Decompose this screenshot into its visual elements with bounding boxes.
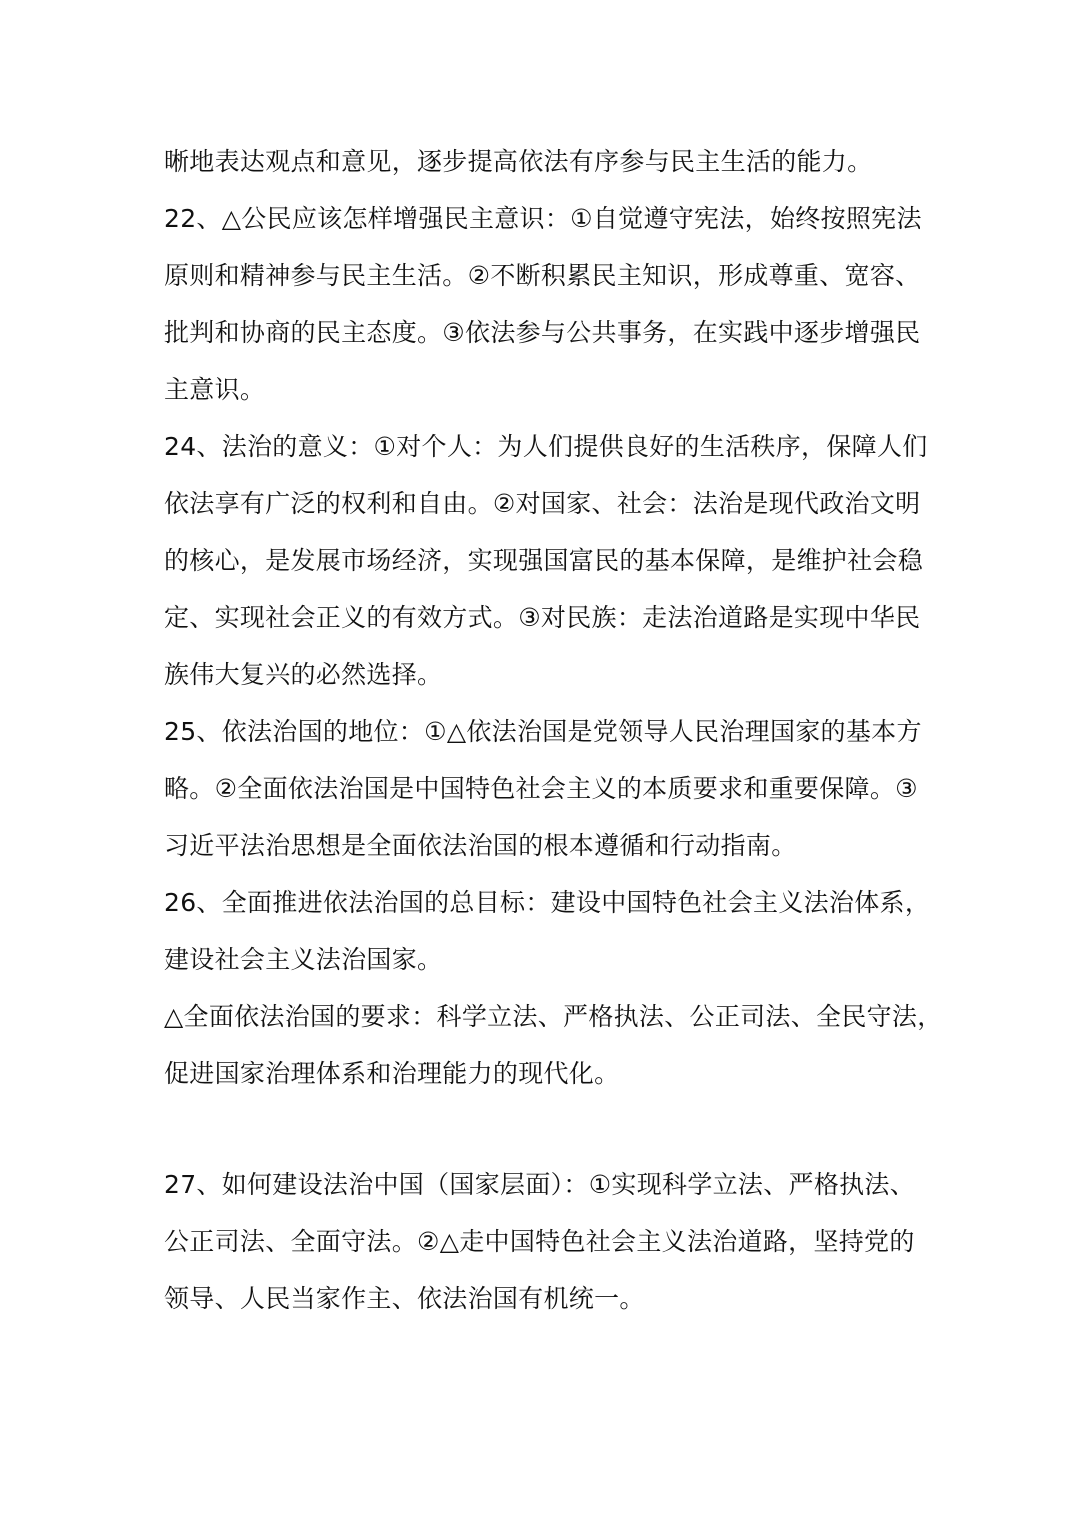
text-line: 批判和协商的民主态度。③依法参与公共事务，在实践中逐步增强民 — [164, 318, 921, 347]
text-line: 促进国家治理体系和治理能力的现代化。 — [164, 1059, 620, 1088]
text-line: 24、法治的意义：①对个人：为人们提供良好的生活秩序，保障人们 — [164, 432, 928, 461]
paragraph-requirements — [164, 988, 943, 1102]
text-line: 原则和精神参与民主生活。②不断积累民主知识，形成尊重、宽容、 — [164, 261, 921, 290]
text-line: 族伟大复兴的必然选择。 — [164, 660, 443, 689]
text-line: △全面依法治国的要求：科学立法、严格执法、公正司法、全民守法， — [164, 1002, 943, 1031]
paragraph-item-26 — [164, 874, 931, 988]
paragraph-item-27 — [164, 1156, 924, 1327]
text-line: 26、全面推进依法治国的总目标：建设中国特色社会主义法治体系， — [164, 888, 931, 917]
paragraph-item-24 — [164, 418, 928, 703]
text-line: 依法享有广泛的权利和自由。②对国家、社会：法治是现代政治文明 — [164, 489, 921, 518]
text-line: 领导、人民当家作主、依法治国有机统一。 — [164, 1284, 645, 1313]
text-line: 22、△公民应该怎样增强民主意识：①自觉遵守宪法，始终按照宪法 — [164, 204, 922, 233]
paragraph-gap — [164, 1102, 924, 1156]
text-line: 27、如何建设法治中国（国家层面）：①实现科学立法、严格执法、 — [164, 1170, 916, 1199]
paragraph-item-22 — [164, 190, 924, 418]
document-page — [164, 133, 943, 1327]
text-line: 公正司法、全面守法。②△走中国特色社会主义法治道路，坚持党的 — [164, 1227, 915, 1256]
text-line: 晰地表达观点和意见，逐步提高依法有序参与民主生活的能力。 — [164, 147, 873, 176]
text-line: 的核心，是发展市场经济，实现强国富民的基本保障，是维护社会稳 — [164, 546, 924, 575]
text-line: 主意识。 — [164, 375, 266, 404]
text-line: 定、实现社会正义的有效方式。③对民族：走法治道路是实现中华民 — [164, 603, 921, 632]
text-line: 习近平法治思想是全面依法治国的根本遵循和行动指南。 — [164, 831, 797, 860]
paragraph-item-25 — [164, 703, 924, 874]
paragraph-continuation — [164, 133, 924, 190]
text-line: 略。②全面依法治国是中国特色社会主义的本质要求和重要保障。③ — [164, 774, 918, 803]
text-line: 建设社会主义法治国家。 — [164, 945, 443, 974]
text-line: 25、依法治国的地位：①△依法治国是党领导人民治理国家的基本方 — [164, 717, 922, 746]
